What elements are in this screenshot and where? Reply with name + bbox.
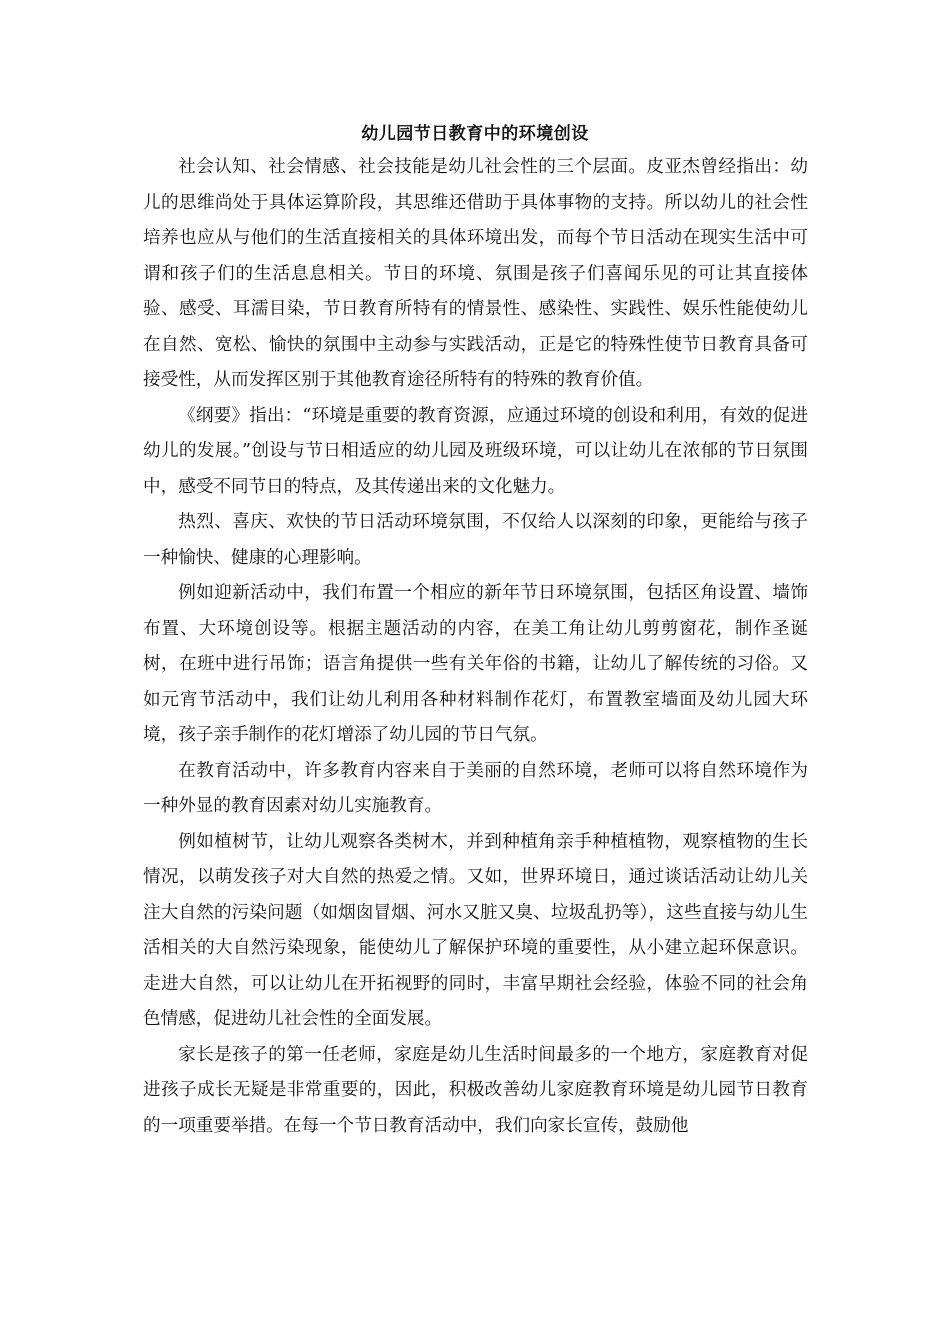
paragraph: 例如植树节，让幼儿观察各类树木，并到种植角亲手种植植物，观察植物的生长情况，以萌发孩子对大自然的热爱之情。又如，世界环境日，通过谈话活动让幼儿关注大自然的污染问题（如烟囱冒烟、河水又脏又臭、垃圾乱扔等），这些直接与幼儿生活相关的大自然污染现象，能使幼儿了解保护环境的重要性，从小建立起环保意识。 走进大自然，可以让幼儿在开拓视野的同时，丰富早期社会经验，体验不同的社会角色情感，促进幼儿社会性的全面发展。 — [143, 831, 808, 1029]
document-title: 幼儿园节日教育中的环境创设 — [361, 124, 589, 144]
paragraph: 在教育活动中，许多教育内容来自于美丽的自然环境，老师可以将自然环境作为一种外显的教育因素对幼儿实施教育。 — [143, 760, 808, 816]
paragraph: 家长是孩子的第一任老师，家庭是幼儿生活时间最多的一个地方，家庭教育对促进孩子成长无疑是非常重要的，因此，积极改善幼儿家庭教育环境是幼儿园节日教育的一项重要举措。在每一个节日教育活动中，我们向家长宣传，鼓励他 — [143, 1044, 808, 1136]
paragraph: 热烈、喜庆、欢快的节日活动环境氛围，不仅给人以深刻的印象，更能给与孩子一种愉快、健康的心理影响。 — [143, 512, 808, 568]
document-body — [143, 150, 808, 1144]
paragraph: 例如迎新活动中，我们布置一个相应的新年节日环境氛围，包括区角设置、墙饰布置、大环境创设等。根据主题活动的内容，在美工角让幼儿剪剪窗花，制作圣诞树，在班中进行吊饰；语言角提供一些有关年俗的书籍，让幼儿了解传统的习俗。又如元宵节活动中，我们让幼儿利用各种材料制作花灯，布置教室墙面及幼儿园大环境，孩子亲手制作的花灯增添了幼儿园的节日气氛。 — [143, 583, 808, 745]
paragraph: 社会认知、社会情感、社会技能是幼儿社会性的三个层面。皮亚杰曾经指出：幼儿的思维尚处于具体运算阶段，其思维还借助于具体事物的支持。所以幼儿的社会性培养也应从与他们的生活直接相关的具体环境出发，而每个节日活动在现实生活中可谓和孩子们的生活息息相关。节日的环境、氛围是孩子们喜闻乐见的可让其直接体验、感受、耳濡目染，节日教育所特有的情景性、感染性、实践性、娱乐性能使幼儿在自然、宽松、愉快的氛围中主动参与实践活动，正是它的特殊性使节日教育具备可接受性，从而发挥区别于其他教育途径所特有的特殊的教育价值。 — [143, 157, 808, 390]
paragraph: 《纲要》指出：“环境是重要的教育资源，应通过环境的创设和利用，有效的促进幼儿的发展。”创设与节日相适应的幼儿园及班级环境，可以让幼儿在浓郁的节日氛围中，感受不同节日的特点，及其传递出来的文化魅力。 — [143, 405, 808, 497]
